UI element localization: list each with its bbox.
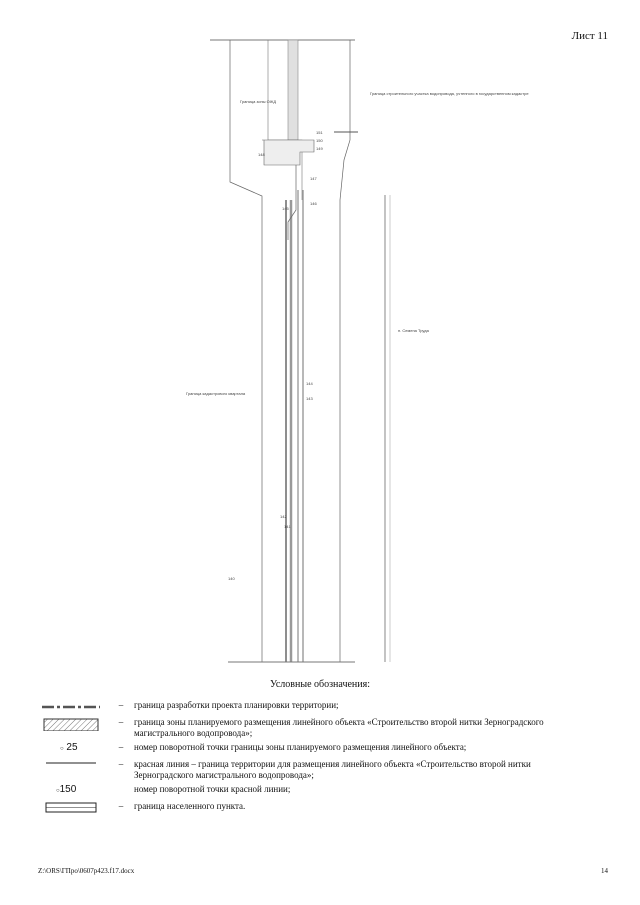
legend-item — [38, 801, 586, 815]
legend-text: граница разработки проекта планировки территории; — [134, 700, 339, 710]
settlement-boundary-symbol — [38, 801, 108, 815]
point-number: 148 — [258, 152, 265, 157]
zone-hatch-symbol — [38, 717, 108, 731]
point-25-number: 25 — [66, 742, 78, 753]
junction-shape — [262, 140, 314, 165]
legend-item — [38, 700, 586, 714]
point-number: 146 — [310, 201, 317, 206]
point-number: 149 — [316, 146, 323, 151]
legend-text: номер поворотной точки границы зоны планируемого размещения линейного объекта; — [134, 742, 467, 752]
map-label: Граница кадастрового квартала — [186, 391, 246, 396]
legend-text: красная линия – граница территории для размещения линейного объекта «Строительство второй нитки Зерноградского магистрального водопровода»; — [134, 759, 531, 780]
red-line-symbol — [38, 759, 108, 773]
point-number: 141 — [284, 524, 291, 529]
right-boundary — [340, 40, 350, 662]
point-number: 145 — [282, 206, 289, 211]
point-number: 143 — [306, 396, 313, 401]
project-boundary-symbol — [38, 700, 108, 714]
point-number: 140 — [228, 576, 235, 581]
map-label: Граница зоны ОЖД — [240, 99, 277, 104]
corridor-strip — [288, 40, 298, 140]
point-number: 147 — [310, 176, 317, 181]
point-number: 144 — [306, 381, 313, 386]
left-boundary — [230, 40, 262, 662]
legend-dash: – — [118, 700, 124, 710]
point-150-number: 150 — [59, 784, 77, 795]
legend-dash: – — [118, 742, 124, 752]
point-25-symbol: ○ 25 — [60, 742, 78, 753]
legend-item — [38, 717, 586, 739]
legend-text: граница населенного пункта. — [134, 801, 246, 811]
file-path: Z:\ORS\ГПро\0607р423.f17.docx — [38, 867, 135, 875]
sheet-number: Лист 11 — [571, 30, 608, 42]
legend-item — [38, 742, 586, 756]
legend-title: Условные обозначения: — [269, 679, 370, 690]
legend-dash: – — [118, 717, 124, 727]
legend-text: граница зоны планируемого размещения линейного объекта «Строительство второй нитки Зерноградского магистрального водопровода»; — [134, 717, 544, 738]
legend-item — [38, 784, 586, 798]
legend — [38, 700, 586, 818]
legend-dash: – — [118, 801, 124, 811]
legend-text: номер поворотной точки красной линии; — [134, 784, 291, 794]
page-number: 14 — [601, 867, 608, 875]
legend-item — [38, 759, 586, 781]
legend-dash: – — [118, 759, 124, 769]
map-label: Граница строительного участка водопровода, учтенного в государственном кадастре — [370, 91, 529, 96]
point-150-symbol: ○150 — [56, 784, 77, 795]
point-number: 150 — [316, 138, 323, 143]
map-label: п. Семена Труда — [398, 328, 429, 333]
point-number: 151 — [316, 130, 323, 135]
point-number: 142 — [280, 514, 287, 519]
